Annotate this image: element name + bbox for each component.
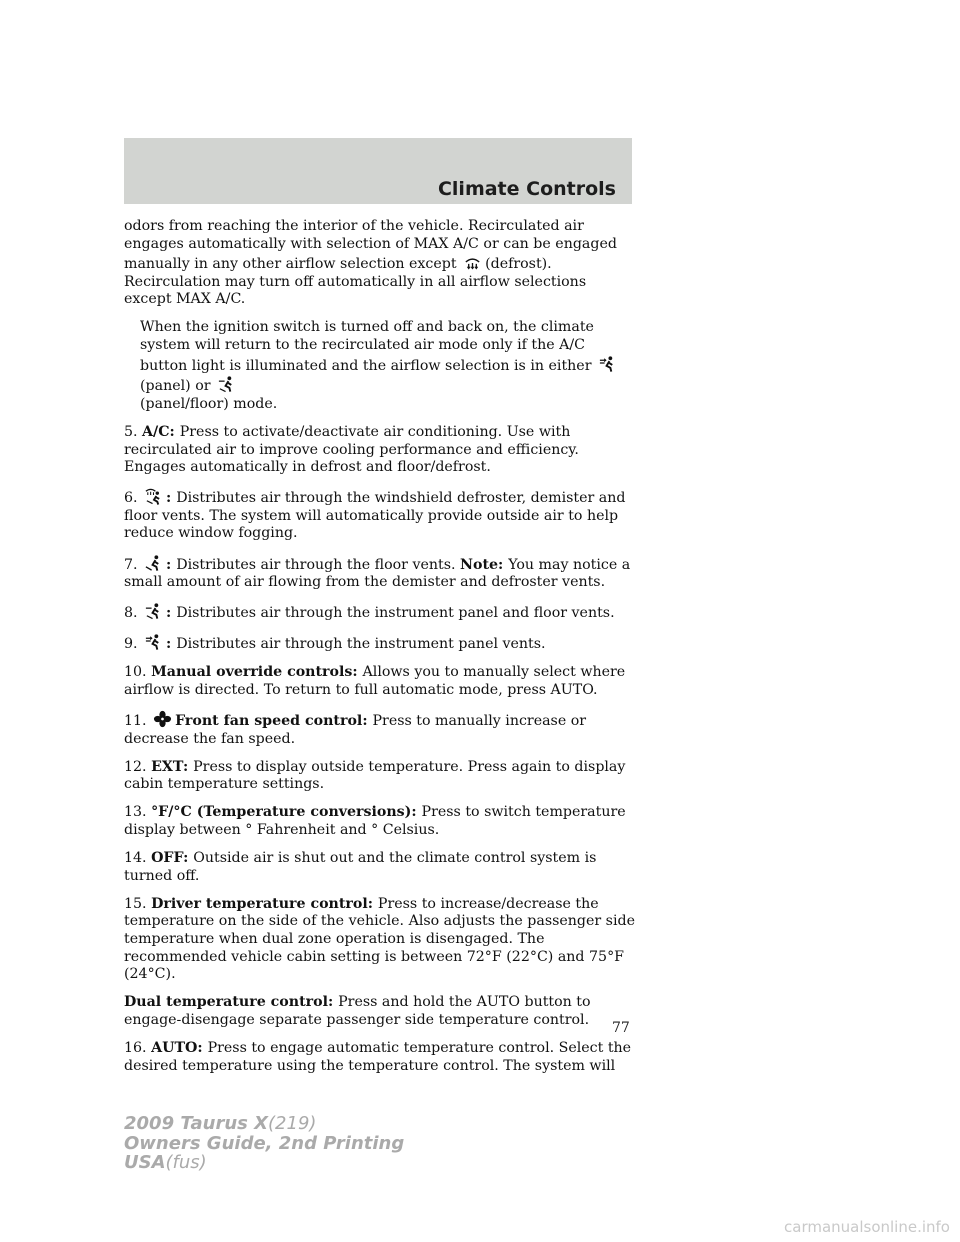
paragraph-ignition-recirc: When the ignition switch is turned off and back on, the climate system will return to the recirculated air mode only if the A/C button light is illuminated and the airflow selection is in either (panel) or (panel/floor) mode. [124, 319, 636, 413]
item-12-ext: 12. EXT: Press to display outside temperature. Press again to display cabin temperature settings. [124, 758, 626, 793]
defrost-icon [463, 253, 482, 271]
watermark: carmanualsonline.info [784, 1218, 950, 1236]
item-14-off: 14. OFF: Outside air is shut out and the climate control system is turned off. [124, 850, 597, 884]
item-10-manual-override: 10. Manual override controls: Allows you to manually select where airflow is directed. To return to full automatic mode, press AUTO. [124, 664, 626, 698]
item-7-floor: 7. : Distributes air through the floor vents. Note: You may notice a small amount of air flowing from the demister and defroster vents. [124, 554, 636, 592]
item-15-driver-temp: 15. Driver temperature control: Press to increase/decrease the temperature on the side of the vehicle. Also adjusts the passenger side temperature when dual zone operation is disengaged. The recommended vehicle cabin setting is between 72°F (22°C) and 75°F (24°C). [124, 895, 635, 983]
section-header-band [124, 138, 632, 204]
panel-vent-icon [144, 633, 163, 651]
item-11-fan-speed: 11. Front fan speed control: Press to manually increase or decrease the fan speed. [124, 710, 636, 748]
page-body [124, 218, 636, 1086]
item-5-ac: 5. A/C: Press to activate/deactivate air conditioning. Use with recirculated air to improve cooling performance and efficiency. Engages automatically in defrost and floor/defrost. [124, 423, 579, 476]
item-9-panel: 9. : Distributes air through the instrument panel vents. [124, 633, 636, 654]
floor-defrost-icon [144, 487, 163, 505]
ac-label: A/C: [142, 423, 180, 440]
section-title: Climate Controls [437, 178, 616, 200]
document-footer: 2009 Taurus X(219) Owners Guide, 2nd Printing USA(fus) [124, 1113, 405, 1173]
item-13-temp-conversion: 13. °F/°C (Temperature conversions): Press to switch temperature display between ° Fahrenheit and ° Celsius. [124, 804, 626, 839]
floor-vent-icon [144, 554, 163, 572]
panel-floor-icon [144, 602, 163, 620]
panel-vent-icon [598, 355, 617, 373]
fan-icon [153, 710, 172, 728]
item-8-panel-floor: 8. : Distributes air through the instrument panel and floor vents. [124, 602, 636, 623]
item-6-floor-defrost: 6. : Distributes air through the windshield defroster, demister and floor vents. The system will automatically provide outside air to help reduce window fogging. [124, 487, 636, 543]
item-dual-temp: Dual temperature control: Press and hold the AUTO button to engage-disengage separate passenger side temperature control. [124, 994, 591, 1028]
paragraph-recirculation-continued: odors from reaching the interior of the vehicle. Recirculated air engages automatically with selection of MAX A/C or can be engaged manually in any other airflow selection except (defrost). Recirculation may turn off automatically in all airflow selections except MAX A/C. [124, 218, 617, 308]
panel-floor-icon [217, 375, 236, 393]
note-label: Note: [460, 556, 509, 573]
item-16-auto: 16. AUTO: Press to engage automatic temperature control. Select the desired temperature using the temperature control. The system will [124, 1039, 632, 1074]
page-number: 77 [612, 1020, 630, 1036]
